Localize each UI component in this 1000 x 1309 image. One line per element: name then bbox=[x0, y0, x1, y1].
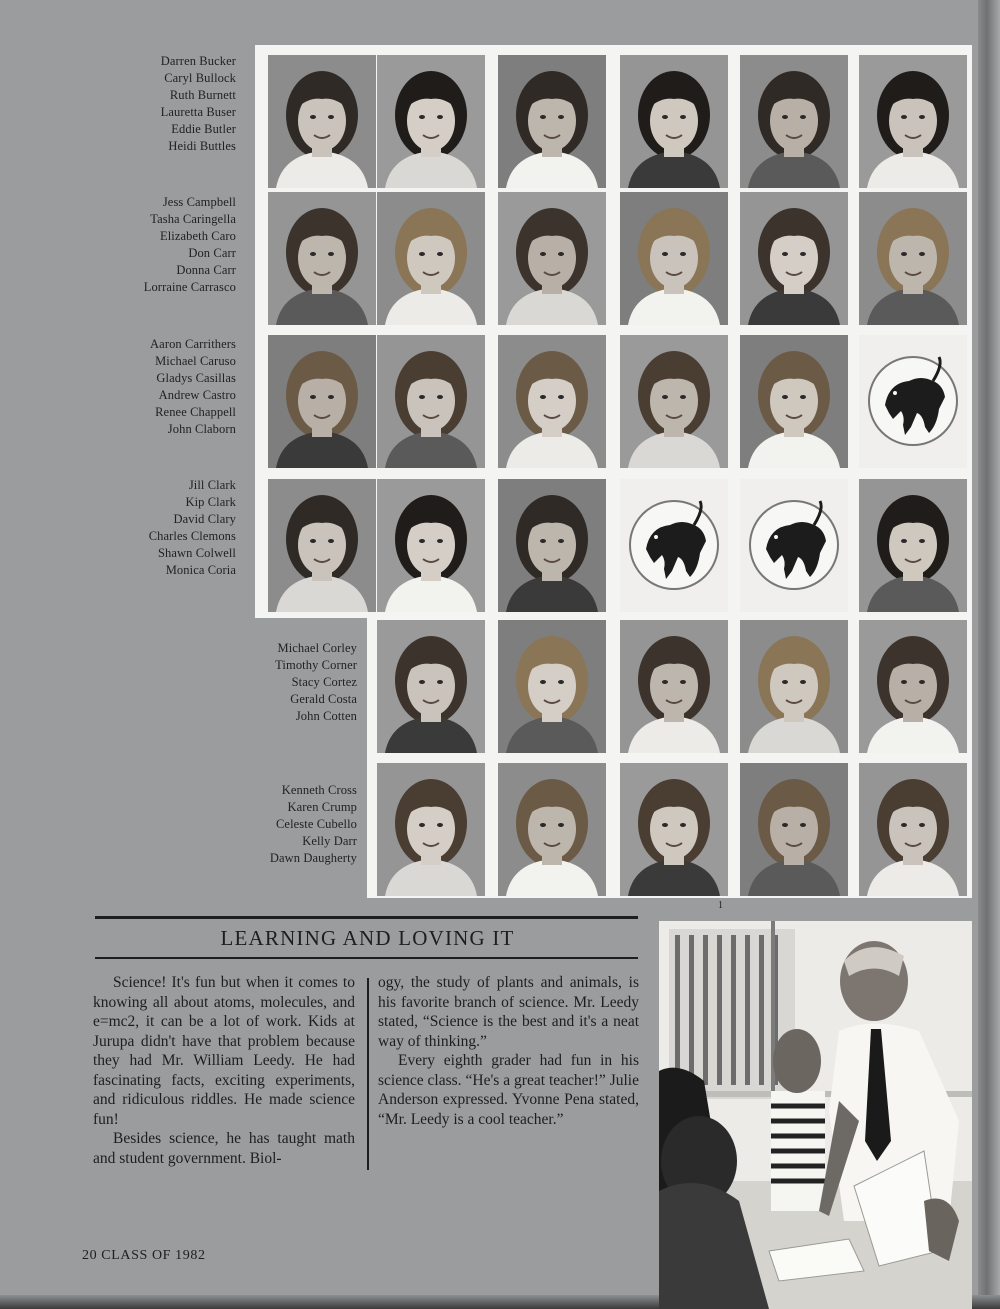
student-name: John Claborn bbox=[167, 421, 236, 436]
student-name: Gladys Casillas bbox=[156, 370, 236, 385]
student-name: Donna Carr bbox=[176, 262, 236, 277]
student-portrait bbox=[859, 192, 967, 325]
student-portrait bbox=[268, 479, 376, 612]
student-portrait bbox=[740, 55, 848, 188]
student-name: Stacy Cortez bbox=[291, 674, 357, 689]
student-portrait bbox=[859, 763, 967, 896]
student-name: Heidi Buttles bbox=[168, 138, 236, 153]
student-portrait bbox=[859, 55, 967, 188]
student-name: Gerald Costa bbox=[290, 691, 357, 706]
student-name: Darren Bucker bbox=[160, 54, 236, 68]
article-paragraph: Besides science, he has taught math and student government. Biol- bbox=[93, 1130, 355, 1167]
student-portrait bbox=[740, 192, 848, 325]
student-name: Kip Clark bbox=[185, 494, 236, 509]
student-name: Lauretta Buser bbox=[160, 104, 236, 119]
student-portrait bbox=[498, 763, 606, 896]
student-name: Lorraine Carrasco bbox=[143, 279, 236, 294]
article-column-1 bbox=[93, 973, 355, 1168]
student-name: Ruth Burnett bbox=[169, 87, 236, 102]
teacher-photo bbox=[659, 921, 972, 1309]
article-column-2 bbox=[378, 973, 639, 1129]
student-name: Dawn Daugherty bbox=[269, 850, 357, 865]
student-portrait bbox=[377, 55, 485, 188]
student-name: Jill Clark bbox=[188, 478, 236, 492]
student-portrait bbox=[620, 192, 728, 325]
row-3-names bbox=[150, 336, 236, 437]
article-paragraph: Science! It's fun but when it comes to knowing all about atoms, molecules, and e=mc2, it can be a lot of work. Kids at Jurupa didn't have that problem because they had Mr. William Leedy. He had fascinating facts, exciting experiments, and ridiculous riddles. He made science fun! bbox=[93, 974, 355, 1128]
student-name: Renee Chappell bbox=[155, 404, 236, 419]
student-portrait bbox=[620, 55, 728, 188]
student-name: Caryl Bullock bbox=[164, 70, 236, 85]
article-headline: LEARNING AND LOVING IT bbox=[220, 926, 515, 950]
student-portrait bbox=[377, 763, 485, 896]
headline-rule-bottom bbox=[95, 957, 638, 959]
student-portrait bbox=[859, 620, 967, 753]
student-portrait bbox=[620, 763, 728, 896]
student-name: Celeste Cubello bbox=[276, 816, 357, 831]
panther-mascot-placeholder bbox=[620, 479, 728, 612]
page-folio: 20 CLASS OF 1982 bbox=[82, 1248, 206, 1263]
student-name: Aaron Carrithers bbox=[150, 337, 236, 351]
student-portrait bbox=[498, 192, 606, 325]
row-4-names bbox=[149, 477, 236, 578]
student-name: Eddie Butler bbox=[171, 121, 236, 136]
student-name: Michael Caruso bbox=[155, 353, 236, 368]
student-portrait bbox=[740, 620, 848, 753]
student-portrait bbox=[620, 620, 728, 753]
student-name: Karen Crump bbox=[287, 799, 357, 814]
student-portrait bbox=[377, 620, 485, 753]
panther-mascot-placeholder bbox=[740, 479, 848, 612]
student-name: Tasha Caringella bbox=[150, 211, 236, 226]
student-name: David Clary bbox=[173, 511, 236, 526]
student-portrait bbox=[498, 55, 606, 188]
article-paragraph: ogy, the study of plants and animals, is his favorite branch of science. Mr. Leedy stated, “Science is the best and it's a neat way of thinking.” bbox=[378, 974, 639, 1050]
student-name: Jess Campbell bbox=[162, 195, 236, 209]
student-name: John Cotten bbox=[295, 708, 357, 723]
student-portrait bbox=[268, 335, 376, 468]
student-name: Shawn Colwell bbox=[157, 545, 236, 560]
student-portrait bbox=[859, 479, 967, 612]
student-portrait bbox=[498, 620, 606, 753]
student-portrait bbox=[268, 192, 376, 325]
row-6-names bbox=[270, 782, 357, 867]
student-portrait bbox=[620, 335, 728, 468]
student-portrait bbox=[377, 192, 485, 325]
student-name: Kenneth Cross bbox=[281, 783, 357, 797]
row-5-names bbox=[275, 640, 357, 725]
panther-mascot-placeholder bbox=[859, 335, 967, 468]
student-name: Don Carr bbox=[188, 245, 236, 260]
article-paragraph: Every eighth grader had fun in his science class. “He's a great teacher!” Julie Anderson expressed. Yvonne Pena stated, “Mr. Leedy is a cool teacher.” bbox=[378, 1052, 639, 1128]
page-binding-edge bbox=[978, 0, 1000, 1309]
student-portrait bbox=[498, 335, 606, 468]
column-divider bbox=[367, 978, 369, 1170]
row-2-names bbox=[144, 194, 236, 295]
student-name: Elizabeth Caro bbox=[159, 228, 236, 243]
student-portrait bbox=[498, 479, 606, 612]
student-portrait bbox=[377, 479, 485, 612]
figure-mark: 1 bbox=[718, 900, 723, 911]
student-portrait bbox=[740, 763, 848, 896]
student-name: Timothy Corner bbox=[275, 657, 357, 672]
student-name: Michael Corley bbox=[277, 641, 357, 655]
student-portrait bbox=[268, 55, 376, 188]
row-1-names bbox=[161, 53, 236, 154]
student-portrait bbox=[377, 335, 485, 468]
student-name: Kelly Darr bbox=[302, 833, 357, 848]
student-portrait bbox=[740, 335, 848, 468]
headline-rule-top bbox=[95, 916, 638, 919]
student-name: Charles Clemons bbox=[148, 528, 236, 543]
student-name: Andrew Castro bbox=[158, 387, 236, 402]
student-name: Monica Coria bbox=[165, 562, 236, 577]
